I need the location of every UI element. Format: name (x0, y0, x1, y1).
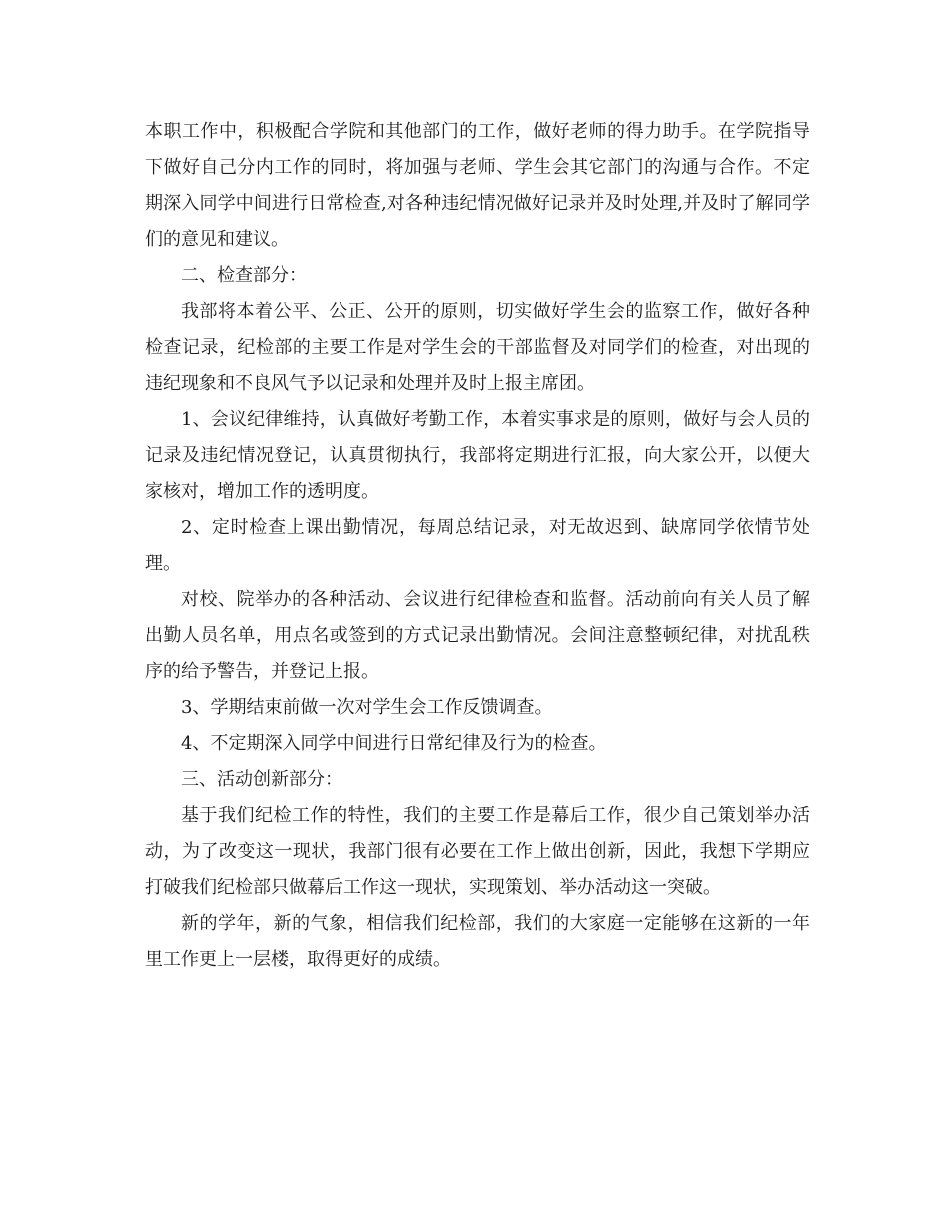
paragraph-activity-supervision: 对校、院举办的各种活动、会议进行纪律检查和监督。活动前向有关人员了解出勤人员名单，用点名或签到的方式记录出勤情况。会间注意整顿纪律，对扰乱秩序的给予警告，并登记上报。 (145, 589, 810, 682)
paragraph-closing: 新的学年，新的气象，相信我们纪检部，我们的大家庭一定能够在这新的一年里工作更上一层楼，取得更好的成绩。 (145, 913, 810, 970)
paragraph-item-1: 1、会议纪律维持，认真做好考勤工作，本着实事求是的原则，做好与会人员的记录及违纪情况登记，认真贯彻执行，我部将定期进行汇报，向大家公开，以便大家核对，增加工作的透明度。 (145, 409, 810, 502)
heading-innovation-section: 三、活动创新部分： (181, 769, 343, 790)
paragraph-intro-continuation: 本职工作中，积极配合学院和其他部门的工作，做好老师的得力助手。在学院指导下做好自己分内工作的同时，将加强与老师、学生会其它部门的沟通与合作。不定期深入同学中间进行日常检查,对各种违纪情况做好记录并及时处理,并及时了解同学们的意见和建议。 (145, 121, 810, 250)
heading-inspection-section: 二、检查部分： (181, 265, 307, 286)
paragraph-item-2: 2、定时检查上课出勤情况，每周总结记录，对无故迟到、缺席同学依情节处理。 (145, 517, 810, 574)
paragraph-item-4: 4、不定期深入同学中间进行日常纪律及行为的检查。 (181, 733, 607, 754)
document-body (145, 114, 810, 978)
paragraph-innovation-plan: 基于我们纪检工作的特性，我们的主要工作是幕后工作，很少自己策划举办活动，为了改变这一现状，我部门很有必要在工作上做出创新，因此，我想下学期应打破我们纪检部只做幕后工作这一现状，实现策划、举办活动这一突破。 (145, 805, 810, 898)
paragraph-inspection-principles: 我部将本着公平、公正、公开的原则，切实做好学生会的监察工作，做好各种检查记录，纪检部的主要工作是对学生会的干部监督及对同学们的检查，对出现的违纪现象和不良风气予以记录和处理并及时上报主席团。 (145, 301, 810, 394)
paragraph-item-3: 3、学期结束前做一次对学生会工作反馈调查。 (181, 697, 553, 718)
